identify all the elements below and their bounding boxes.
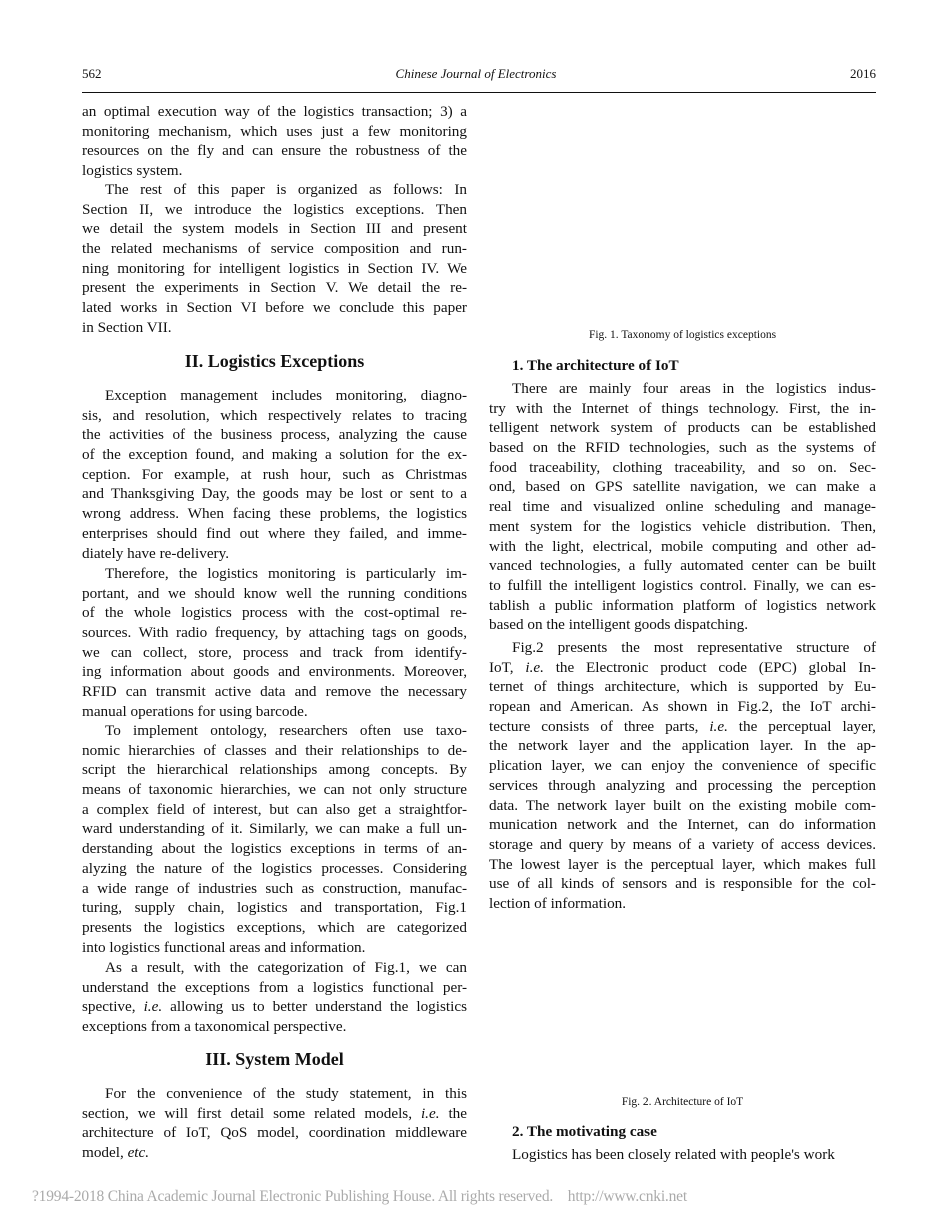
text-line: The lowest layer is the perceptual layer, which makes full: [489, 855, 876, 873]
text-line: wrong address. When facing these problems, the logistics: [82, 505, 467, 523]
text-segment: IoT,: [489, 658, 526, 676]
text-line: logistics system.: [82, 162, 183, 180]
section-heading: II. Logistics Exceptions: [184, 351, 365, 371]
text-line: For the convenience of the study statement, in this: [105, 1085, 467, 1102]
subsection-heading: 2. The motivating case: [512, 1123, 657, 1140]
text-line: ception. For example, at rush hour, such as Christmas: [82, 465, 467, 483]
text-line: diately have re-delivery.: [82, 544, 230, 562]
text-line: sources. With radio frequency, by attaching tags on goods,: [82, 624, 467, 642]
text-line: ward understanding of it. Similarly, we can make a full un-: [82, 820, 467, 838]
text-line: ing information about goods and environments. Moreover,: [82, 663, 467, 681]
italic-text: i.e.: [525, 658, 544, 676]
text-line: RFID can transmit active data and remove the necessary: [82, 683, 467, 701]
text-line: turing, supply chain, logistics and transportation, Fig.1: [82, 899, 467, 917]
footer-url: http://www.cnki.net: [567, 1188, 687, 1205]
text-line: based on the intelligent goods dispatching.: [489, 616, 748, 634]
text-line: derstanding about the logistics exceptions in terms of an-: [82, 840, 467, 858]
italic-text: i.e.: [143, 998, 163, 1016]
text-line: based on the RFID technologies, such as the systems of: [489, 439, 876, 457]
text-line: an optimal execution way of the logistics transaction; 3) a: [82, 103, 467, 120]
subsection-heading: 1. The architecture of IoT: [512, 357, 679, 374]
text-line: Logistics has been closely related with people's work: [512, 1146, 835, 1163]
text-line: presents the logistics exceptions, which are categorized: [82, 918, 467, 936]
text-segment: the Electronic product code (EPC) global In-: [543, 658, 876, 676]
text-line: storage and query by means of a variety of access devices.: [489, 835, 876, 853]
text-line: Fig.2 presents the most representative structure of: [512, 639, 876, 656]
paragraph: [82, 564, 467, 722]
text-line: a complex field of interest, but can also get a straightfor-: [82, 800, 467, 818]
paragraph: [82, 102, 467, 181]
text-line: munication network and the Internet, can do information: [489, 816, 876, 834]
text-segment: tecture consists of three parts,: [489, 717, 710, 735]
text-line: of the exception found, and making a solution for the ex-: [82, 446, 467, 464]
text-segment: section, we will first detail some related models,: [82, 1104, 421, 1122]
paragraph: [82, 180, 467, 338]
text-line: real time and visualized online scheduling and manage-: [489, 498, 876, 516]
text-line: ternet of things architecture, which is supported by Eu-: [489, 678, 876, 696]
copyright-footer: [32, 1188, 687, 1206]
text-line: into logistics functional areas and information.: [82, 938, 366, 956]
paragraph: [489, 638, 876, 914]
text-line: The rest of this paper is organized as follows: In: [105, 181, 467, 198]
running-head-journal: Chinese Journal of Electronics: [395, 66, 557, 81]
figure-caption: Fig. 1. Taxonomy of logistics exceptions: [588, 329, 777, 341]
figure-caption: Fig. 2. Architecture of IoT: [621, 1096, 744, 1108]
text-line: plication layer, we can enjoy the convenience of specific: [489, 757, 876, 775]
text-line: [82, 1104, 467, 1124]
text-line: with the light, electrical, mobile computing and other ad-: [489, 537, 876, 555]
text-line: portant, and we should know well the running conditions: [82, 584, 467, 602]
text-line: try with the Internet of things technology. First, the in-: [489, 399, 876, 417]
text-line: To implement ontology, researchers often use taxo-: [105, 722, 467, 739]
text-line: script the hierarchical relationships among concepts. By: [82, 761, 467, 779]
text-segment: model,: [82, 1144, 128, 1162]
text-line: to fulfill the intelligent logistics control. Finally, we can es-: [489, 576, 876, 594]
text-line: architecture of IoT, QoS model, coordination middleware: [82, 1124, 467, 1142]
text-line: and Thanksgiving Day, the goods may be lost or sent to a: [82, 485, 467, 503]
section-heading: III. System Model: [205, 1049, 344, 1069]
text-line: lection of information.: [489, 894, 627, 912]
text-line: use of all kinds of sensors and is responsible for the col-: [489, 875, 876, 893]
text-segment: spective,: [82, 998, 144, 1016]
text-line: ond, based on GPS satellite navigation, we can make a: [489, 478, 876, 496]
text-line: [82, 1143, 467, 1163]
figure-2-architecture: [489, 930, 876, 1090]
text-line: There are mainly four areas in the logistics indus-: [512, 380, 876, 397]
text-segment: the: [439, 1104, 467, 1122]
text-line: the related mechanisms of service composition and run-: [82, 240, 467, 258]
text-line: As a result, with the categorization of Fig.1, we can: [105, 959, 467, 976]
text-line: Therefore, the logistics monitoring is particularly im-: [105, 565, 467, 582]
text-line: ning monitoring for intelligent logistics in Section IV. We: [82, 259, 467, 277]
text-line: the activities of the business process, analyzing the cause: [82, 426, 467, 444]
text-line: alyzing the nature of the logistics processes. Considering: [82, 859, 467, 877]
text-line: monitoring mechanism, which uses just a few monitoring: [82, 122, 467, 140]
text-line: nomic hierarchies of classes and their relationships to de-: [82, 741, 467, 759]
italic-text: i.e.: [709, 717, 728, 735]
text-line: the network layer and the application layer. In the ap-: [489, 737, 876, 755]
text-line: vanced technologies, a fully automated center can be built: [489, 557, 876, 575]
text-segment: allowing us to better understand the logistics: [162, 998, 467, 1016]
text-line: we detail the system models in Section III and present: [82, 220, 467, 238]
text-line: enterprises should find out where they failed, and imme-: [82, 524, 467, 542]
text-line: [489, 717, 876, 737]
header-rule: [82, 92, 876, 93]
text-line: tablish a public information platform of logistics network: [489, 596, 876, 614]
text-line: telligent network system of products can be established: [489, 419, 876, 437]
text-segment: the perceptual layer,: [727, 717, 876, 735]
paragraph: [489, 379, 876, 635]
text-line: resources on the fly and can ensure the robustness of the: [82, 142, 467, 160]
text-line: we can collect, store, process and track from identify-: [82, 643, 467, 661]
text-line: understand the exceptions from a logistics functional per-: [82, 978, 467, 996]
text-line: ropean and American. As shown in Fig.2, the IoT archi-: [489, 698, 876, 716]
text-line: Section II, we introduce the logistics exceptions. Then: [82, 200, 467, 218]
text-line: food traceability, clothing traceability, and so on. Sec-: [489, 458, 876, 476]
copyright-text: ?1994-2018 China Academic Journal Electronic Publishing House. All rights reserved.: [32, 1188, 554, 1205]
text-line: means of taxonomic hierarchies, we can not only structure: [82, 781, 467, 799]
text-line: in Section VII.: [82, 318, 172, 336]
text-line: [82, 997, 467, 1017]
text-line: a wide range of industries such as construction, manufac-: [82, 879, 467, 897]
italic-text: i.e.: [420, 1104, 440, 1122]
text-line: exceptions from a taxonomical perspective.: [82, 1018, 347, 1036]
paragraph: [82, 1084, 467, 1163]
text-line: data. The network layer built on the existing mobile com-: [489, 796, 876, 814]
text-line: services through analyzing and processing the perception: [489, 776, 876, 794]
page-number: 562: [82, 66, 102, 81]
text-line: of the whole logistics process with the cost-optimal re-: [82, 604, 467, 622]
text-line: sis, and resolution, which respectively relates to tracing: [82, 406, 467, 424]
paragraph: [82, 721, 467, 957]
running-head-year: 2016: [850, 66, 876, 81]
italic-text: etc.: [127, 1144, 150, 1162]
text-line: manual operations for using barcode.: [82, 702, 308, 720]
text-line: lated works in Section VI before we conclude this paper: [82, 299, 467, 317]
text-line: ment system for the logistics vehicle distribution. Then,: [489, 517, 876, 535]
paragraph: [82, 386, 467, 563]
text-line: present the experiments in Section V. We detail the re-: [82, 279, 467, 297]
text-line: [489, 658, 876, 678]
paragraph: [489, 1145, 876, 1165]
text-line: Exception management includes monitoring, diagno-: [105, 387, 467, 404]
figure-1-taxonomy: [489, 100, 876, 320]
paragraph: [82, 958, 467, 1037]
